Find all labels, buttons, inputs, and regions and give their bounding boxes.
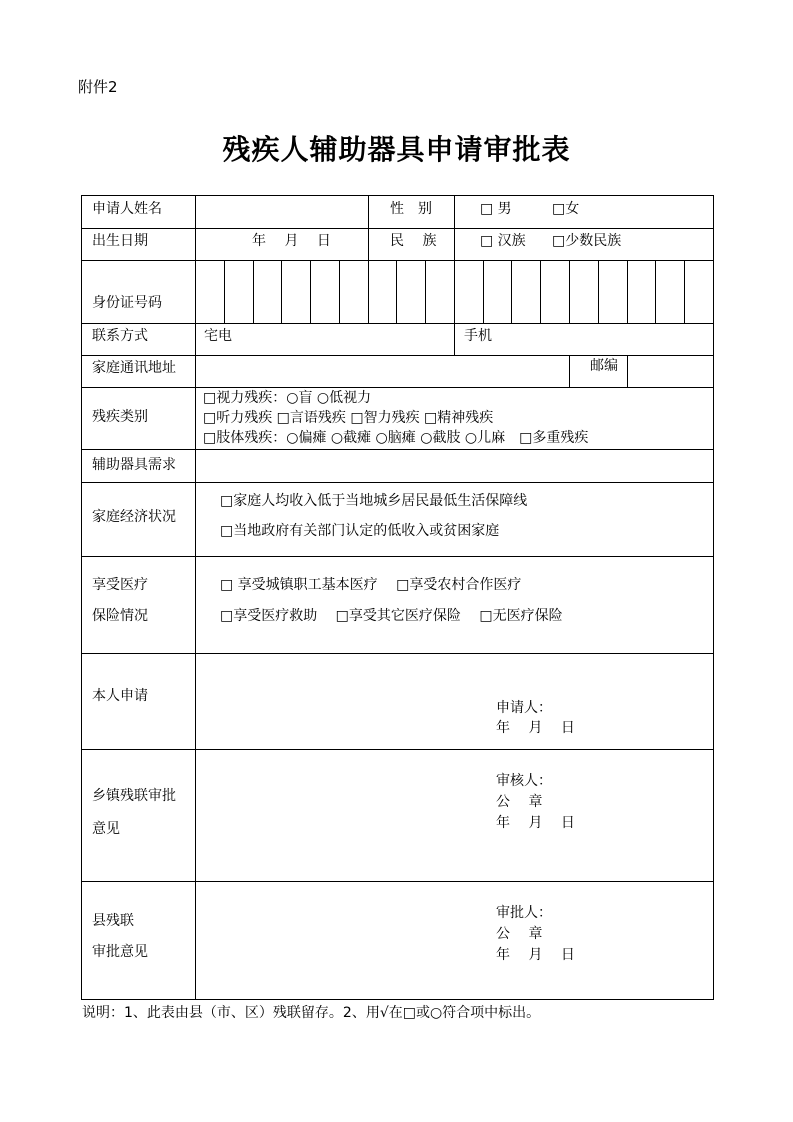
page-title: 残疾人辅助器具申请审批表 [222, 133, 571, 166]
attachment-label: 附件2 [78, 78, 118, 96]
id-digit-divider [396, 260, 397, 323]
id-digit-divider [511, 260, 512, 323]
name-label: 申请人姓名 [92, 201, 162, 217]
cell-divider [368, 196, 369, 260]
town-date: 年 月 日 [496, 815, 575, 831]
id-digit-divider [425, 260, 426, 323]
town-review-label-2: 意见 [92, 821, 120, 837]
id-digit-divider [454, 260, 455, 323]
row-divider [82, 323, 713, 324]
ethnic-label: 民 族 [390, 233, 437, 249]
id-digit-divider [684, 260, 685, 323]
row-divider [82, 260, 713, 261]
gender-label: 性 别 [390, 201, 432, 217]
id-label: 身份证号码 [92, 295, 162, 311]
gender-male-checkbox[interactable]: □ 男 [480, 201, 512, 217]
disability-label: 残疾类别 [92, 409, 148, 425]
insurance-options-1[interactable]: □ 享受城镇职工基本医疗 □享受农村合作医疗 [220, 577, 522, 593]
insurance-options-2[interactable]: □享受医疗救助 □享受其它医疗保险 □无医疗保险 [220, 608, 563, 624]
county-seal: 公 章 [496, 926, 543, 942]
mobile-field[interactable]: 手机 [464, 328, 492, 344]
economy-option-lowest[interactable]: □家庭人均收入低于当地城乡居民最低生活保障线 [220, 493, 528, 509]
id-digit-divider [310, 260, 311, 323]
id-digit-divider [224, 260, 225, 323]
ethnic-minority-checkbox[interactable]: □少数民族 [552, 233, 622, 249]
application-form [81, 195, 714, 1000]
insurance-label: 享受医疗 [92, 577, 148, 593]
ethnic-han-checkbox[interactable]: □ 汉族 [480, 233, 526, 249]
id-digit-divider [339, 260, 340, 323]
row-divider [82, 449, 713, 450]
id-digit-divider [627, 260, 628, 323]
row-divider [82, 228, 713, 229]
county-date: 年 月 日 [496, 947, 575, 963]
label-column-divider [195, 196, 196, 999]
town-review-label: 乡镇残联审批 [92, 788, 176, 804]
postcode-label: 邮编 [590, 358, 618, 374]
self-apply-label: 本人申请 [92, 688, 148, 704]
birth-label: 出生日期 [92, 233, 148, 249]
id-digit-divider [253, 260, 254, 323]
disability-options-vision[interactable]: □视力残疾：○盲 ○低视力 [203, 390, 372, 406]
row-divider [82, 556, 713, 557]
row-divider [82, 881, 713, 882]
id-digit-divider [598, 260, 599, 323]
id-digit-divider [569, 260, 570, 323]
economy-label: 家庭经济状况 [92, 509, 176, 525]
row-divider [82, 653, 713, 654]
id-digit-divider [281, 260, 282, 323]
disability-options-hearing[interactable]: □听力残疾 □言语残疾 □智力残疾 □精神残疾 [203, 410, 494, 426]
economy-option-lowincome[interactable]: □当地政府有关部门认定的低收入或贫困家庭 [220, 523, 500, 539]
row-divider [82, 482, 713, 483]
cell-divider [454, 196, 455, 260]
row-divider [82, 387, 713, 388]
cell-divider [569, 355, 570, 387]
cell-divider [627, 355, 628, 387]
town-seal: 公 章 [496, 794, 543, 810]
reviewer-signature: 审核人： [496, 773, 552, 789]
form-note: 说明：1、此表由县（市、区）残联留存。2、用√在□或○符合项中标出。 [82, 1005, 541, 1021]
id-digit-divider [368, 260, 369, 323]
county-review-label: 县残联 [92, 913, 134, 929]
approver-signature: 审批人： [496, 905, 552, 921]
applicant-date: 年 月 日 [496, 720, 575, 736]
id-digit-divider [540, 260, 541, 323]
id-digit-divider [655, 260, 656, 323]
row-divider [82, 749, 713, 750]
county-review-label-2: 审批意见 [92, 944, 148, 960]
address-label: 家庭通讯地址 [92, 360, 176, 376]
device-label: 辅助器具需求 [92, 457, 176, 473]
row-divider [82, 355, 713, 356]
home-phone-field[interactable]: 宅电 [204, 328, 232, 344]
insurance-label-2: 保险情况 [92, 608, 148, 624]
disability-options-physical[interactable]: □肢体残疾：○偏瘫 ○截瘫 ○脑瘫 ○截肢 ○儿麻 □多重残疾 [203, 430, 589, 446]
applicant-signature: 申请人： [496, 700, 552, 716]
cell-divider [454, 323, 455, 355]
id-digit-divider [483, 260, 484, 323]
birth-date-field[interactable]: 年 月 日 [252, 233, 331, 249]
gender-female-checkbox[interactable]: □女 [552, 201, 580, 217]
contact-label: 联系方式 [92, 328, 148, 344]
